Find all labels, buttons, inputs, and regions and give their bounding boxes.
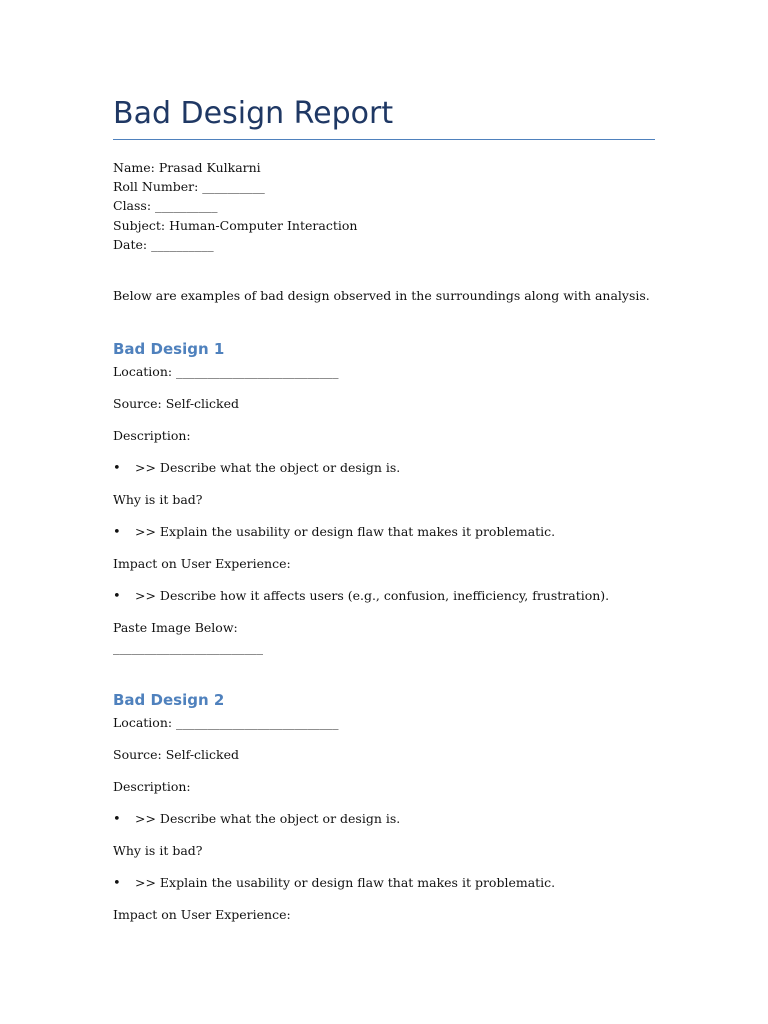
bullet-glyph: • bbox=[113, 525, 121, 540]
section-2-why-label: Why is it bad? bbox=[113, 843, 203, 858]
bullet-text: >> Explain the usability or design flaw that makes it problematic. bbox=[135, 875, 556, 890]
info-roll-number: Roll Number: __________ bbox=[113, 179, 265, 194]
bullet-text: >> Describe what the object or design is. bbox=[135, 811, 401, 826]
bullet-glyph: • bbox=[113, 589, 121, 604]
bullet-glyph: • bbox=[113, 876, 121, 891]
bullet-text: >> Explain the usability or design flaw that makes it problematic. bbox=[135, 524, 556, 539]
section-heading-2: Bad Design 2 bbox=[113, 691, 225, 709]
section-1-description-bullet bbox=[113, 460, 400, 477]
info-class: Class: __________ bbox=[113, 198, 218, 213]
document-title: Bad Design Report bbox=[113, 96, 394, 131]
section-1-source: Source: Self-clicked bbox=[113, 396, 240, 411]
section-1-impact-bullet bbox=[113, 588, 609, 605]
section-1-impact-label: Impact on User Experience: bbox=[113, 556, 291, 571]
info-subject: Subject: Human-Computer Interaction bbox=[113, 218, 358, 233]
section-1-why-bullet bbox=[113, 524, 555, 541]
section-2-impact-label: Impact on User Experience: bbox=[113, 907, 291, 922]
section-2-description-bullet bbox=[113, 811, 400, 828]
section-2-why-bullet bbox=[113, 875, 555, 892]
section-1-paste-label: Paste Image Below: bbox=[113, 620, 238, 635]
section-2-source: Source: Self-clicked bbox=[113, 747, 240, 762]
bullet-text: >> Describe how it affects users (e.g., confusion, inefficiency, frustration). bbox=[135, 588, 610, 603]
title-divider bbox=[113, 139, 655, 140]
info-date: Date: __________ bbox=[113, 237, 214, 252]
section-1-why-label: Why is it bad? bbox=[113, 492, 203, 507]
section-heading-1: Bad Design 1 bbox=[113, 340, 225, 358]
section-1-location: Location: __________________________ bbox=[113, 364, 339, 379]
section-2-location: Location: __________________________ bbox=[113, 715, 339, 730]
bullet-glyph: • bbox=[113, 812, 121, 827]
bullet-text: >> Describe what the object or design is. bbox=[135, 460, 401, 475]
section-2-description-label: Description: bbox=[113, 779, 191, 794]
bullet-glyph: • bbox=[113, 461, 121, 476]
info-name: Name: Prasad Kulkarni bbox=[113, 160, 261, 175]
section-1-description-label: Description: bbox=[113, 428, 191, 443]
section-1-paste-line: ________________________ bbox=[113, 640, 263, 655]
intro-text: Below are examples of bad design observed in the surroundings along with analysis. bbox=[113, 288, 650, 303]
